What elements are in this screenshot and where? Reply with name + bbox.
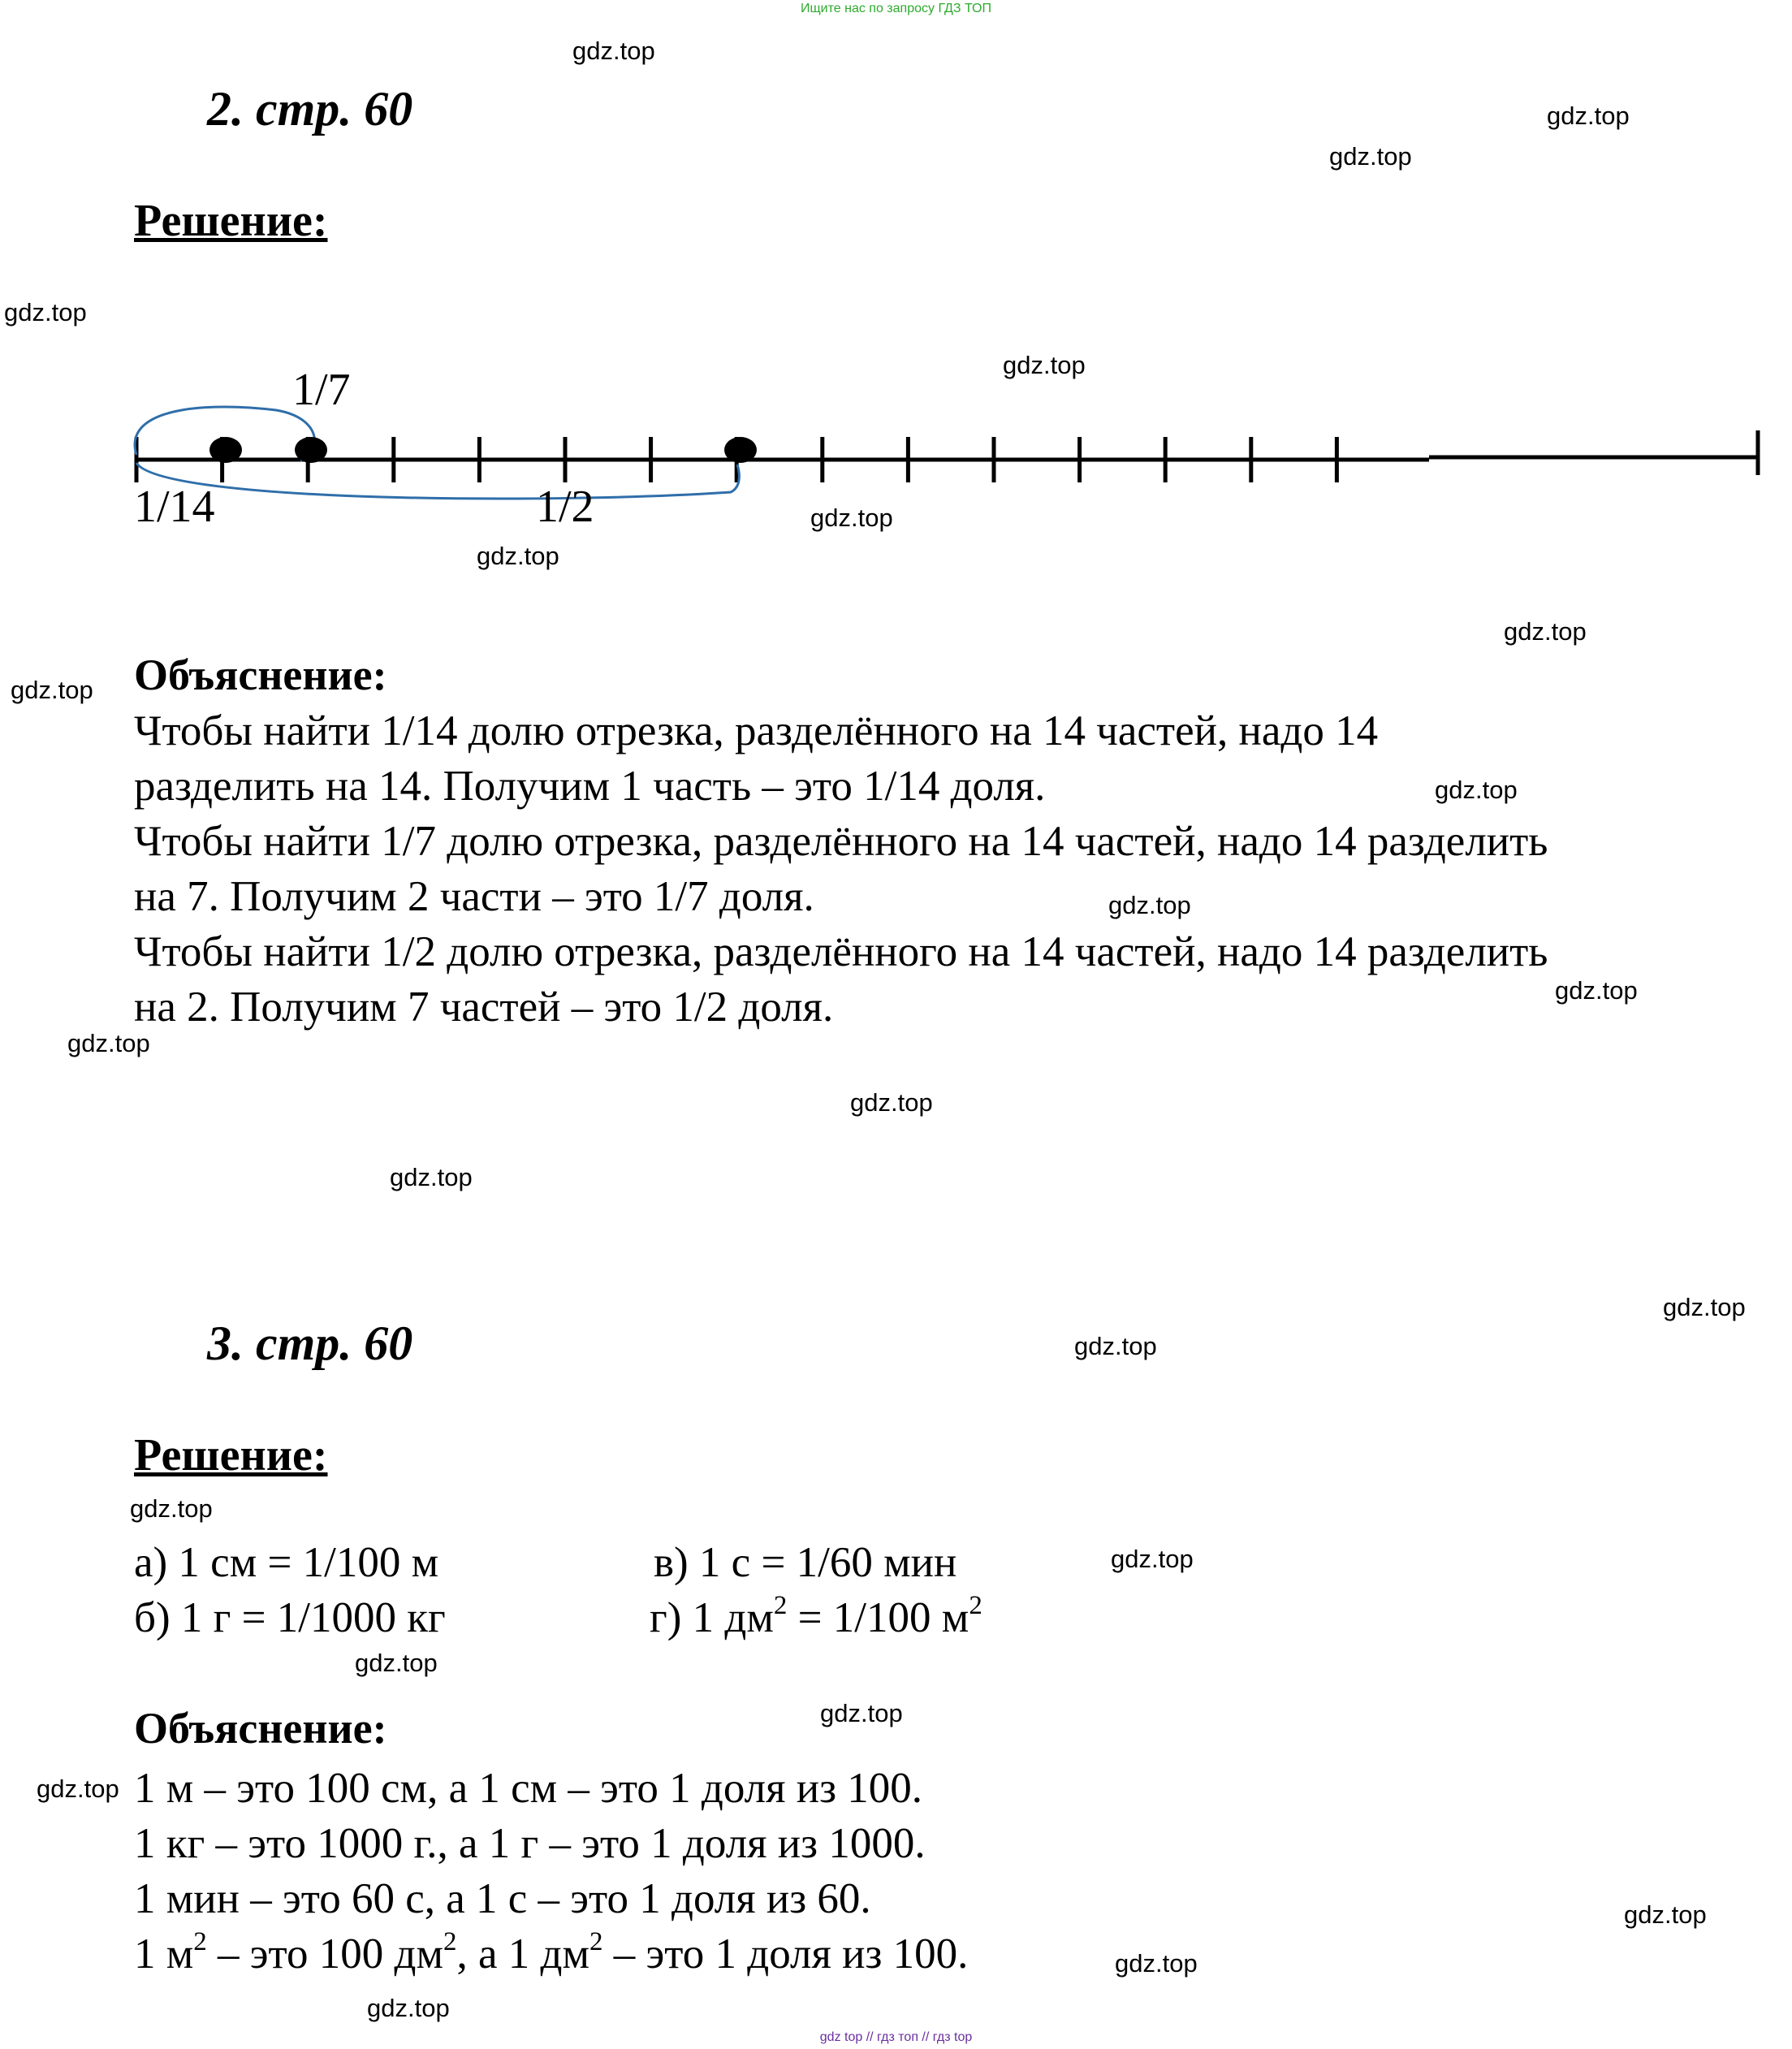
point-one-seventh — [295, 437, 327, 463]
watermark: gdz.top — [1624, 1900, 1707, 1929]
top-banner: Ищите нас по запросу ГДЗ ТОП — [801, 2, 991, 15]
explanation-paragraph: Чтобы найти 1/2 долю отрезка, разделённого на 14 частей, надо 14 разделить на 2. Получим 7 частей – это 1/2 доля. — [134, 928, 1548, 1031]
explanation-paragraph: Чтобы найти 1/7 долю отрезка, разделённого на 14 частей, надо 14 разделить на 7. Получим 2 части – это 1/7 доля. — [134, 818, 1548, 920]
explanation-line: 1 кг – это 1000 г., а 1 г – это 1 доля из 1000. — [134, 1820, 926, 1867]
answer-b: б) 1 г = 1/1000 кг — [134, 1594, 446, 1641]
watermark: gdz.top — [572, 37, 655, 65]
watermark: gdz.top — [1504, 617, 1587, 646]
watermark: gdz.top — [810, 504, 893, 532]
explanation-line: 1 $м^2$ – это 100 $дм^2$, а 1 $дм^2$ – это 1 доля из 100. — [134, 1927, 969, 1978]
watermark: gdz.top — [1115, 1949, 1198, 1978]
watermark: gdz.top — [355, 1649, 438, 1677]
task-2-explanation-heading: Объяснение: — [134, 651, 387, 699]
task-3-explanation — [134, 1761, 968, 1987]
watermark: gdz.top — [850, 1088, 933, 1117]
watermark: gdz.top — [37, 1775, 119, 1803]
point-one-half — [724, 437, 757, 463]
watermark: gdz.top — [1555, 976, 1638, 1005]
watermark: gdz.top — [4, 298, 87, 326]
answer-v: в) 1 с = 1/60 мин — [654, 1539, 957, 1586]
watermark: gdz.top — [477, 542, 559, 570]
answer-g: г) 1 $дм^2 = 1/100$ $м^2$ — [650, 1591, 982, 1641]
watermark: gdz.top — [130, 1494, 213, 1523]
arc-one-half — [136, 463, 739, 499]
watermark: gdz.top — [1435, 776, 1518, 804]
task-3-solution-heading: Решение: — [134, 1430, 328, 1481]
task-2-explanation — [134, 703, 1548, 1035]
task-3-explanation-heading: Объяснение: — [134, 1704, 387, 1753]
explanation-line: 1 м – это 100 см, а 1 см – это 1 доля из 100. — [134, 1765, 923, 1812]
answer-a: а) 1 см = 1/100 м — [134, 1539, 439, 1586]
watermark: gdz.top — [67, 1029, 150, 1057]
point-one-fourteenth — [209, 437, 242, 463]
watermark: gdz.top — [1108, 891, 1191, 919]
explanation-paragraph: Чтобы найти 1/14 долю отрезка, разделённого на 14 частей, надо 14 разделить на 14. Получим 1 часть – это 1/14 доля. — [134, 707, 1379, 810]
watermark: gdz.top — [367, 1994, 450, 2022]
task-2-title: 2. стр. 60 — [207, 82, 413, 136]
label-one-seventh: 1/7 — [292, 365, 351, 415]
watermark: gdz.top — [11, 676, 93, 704]
watermark: gdz.top — [1663, 1293, 1746, 1321]
watermark: gdz.top — [820, 1699, 903, 1727]
task-3-title: 3. стр. 60 — [207, 1316, 413, 1370]
watermark: gdz.top — [1003, 351, 1086, 379]
bottom-banner: gdz top // гдз топ // гдз top — [819, 2030, 973, 2044]
explanation-line: 1 мин – это 60 с, а 1 с – это 1 доля из 60. — [134, 1875, 871, 1922]
label-one-fourteenth: 1/14 — [134, 482, 215, 532]
watermark: gdz.top — [1329, 142, 1412, 171]
watermark: gdz.top — [390, 1163, 473, 1191]
watermark: gdz.top — [1074, 1332, 1157, 1360]
watermark: gdz.top — [1547, 102, 1630, 130]
label-one-half: 1/2 — [536, 482, 594, 532]
task-2-solution-heading: Решение: — [134, 196, 328, 246]
watermark: gdz.top — [1111, 1545, 1194, 1573]
